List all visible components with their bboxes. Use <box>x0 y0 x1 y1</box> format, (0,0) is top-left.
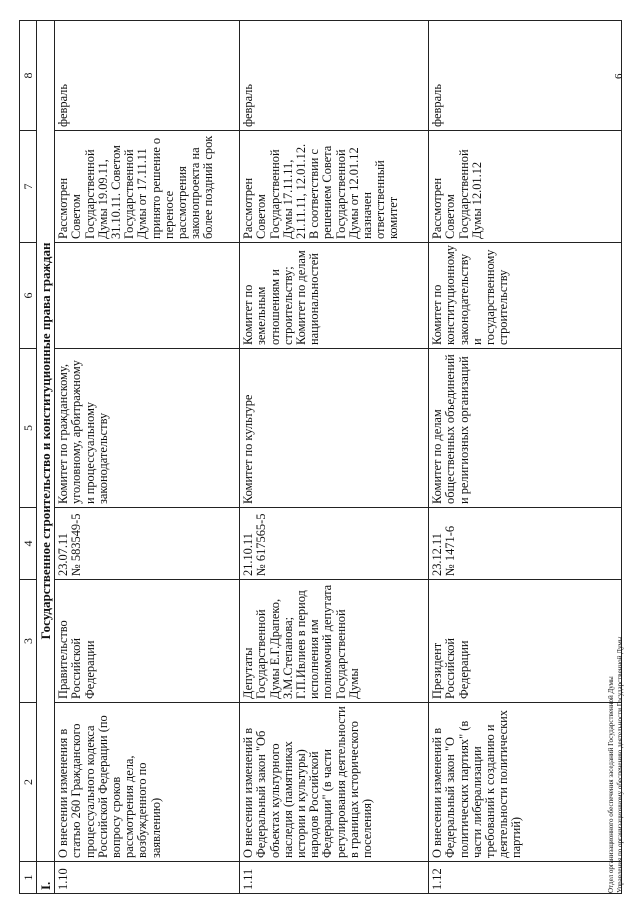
bill-author: Правительство Российской Федерации <box>55 580 240 703</box>
column-number: 1 <box>20 862 37 894</box>
planned-period: февраль <box>240 21 429 131</box>
column-number: 8 <box>20 21 37 131</box>
column-number: 3 <box>20 580 37 703</box>
bill-title: О внесении изменений в Федеральный закон "Об объектах культурного наследия (памятниках истории и культуры) народов Российской Федерации" (в части регулирования деятельности в границах исторического поселения) <box>240 703 429 862</box>
bill-status: Рассмотрен Советом Государственной Думы 19.09.11, 31.10.11. Советом Государственной Думы от 17.11.11 принято решение о переносе рассмотрения законопроекта на более поздний срок <box>55 131 240 243</box>
bill-date-number: 21.10.11 № 617565-5 <box>240 508 429 580</box>
column-number: 5 <box>20 349 37 508</box>
table-row <box>429 21 622 894</box>
responsible-committee: Комитет по культуре <box>240 349 429 508</box>
section-header-row <box>37 21 55 894</box>
column-number: 4 <box>20 508 37 580</box>
co-executor-committee <box>55 243 240 349</box>
column-number-row <box>20 21 37 894</box>
footer-directorate: Управления по организационному обеспечению деятельности Государственной Думы <box>616 636 624 893</box>
table-row <box>240 21 429 894</box>
column-number: 2 <box>20 703 37 862</box>
bills-table <box>19 20 622 894</box>
column-number: 7 <box>20 131 37 243</box>
bill-date-number: 23.07.11 № 583549-5 <box>55 508 240 580</box>
co-executor-committee: Комитет по конституционному законодательству и государственному строительству <box>429 243 622 349</box>
responsible-committee: Комитет по гражданскому, уголовному, арбитражному и процессуальному законодательству <box>55 349 240 508</box>
bill-title: О внесении изменений в Федеральный закон "О политических партиях" (в части либерализации требований к созданию и деятельности политических партий) <box>429 703 622 862</box>
row-number: 1.10 <box>55 862 240 894</box>
row-number: 1.12 <box>429 862 622 894</box>
footer-department: Отдел организационного обеспечения заседаний Государственной Думы <box>607 676 615 893</box>
bill-author: Президент Российской Федерации <box>429 580 622 703</box>
bill-status: Рассмотрен Советом Государственной Думы 12.01.12 <box>429 131 622 243</box>
section-title: Государственное строительство и конституционные права граждан <box>37 21 55 862</box>
bill-status: Рассмотрен Советом Государственной Думы 17.11.11, 21.11.11, 12.01.12. В соответствии с решением Совета Государственной Думы от 12.01.12 назначен ответственный комитет <box>240 131 429 243</box>
table-row <box>55 21 240 894</box>
planned-period: февраль <box>55 21 240 131</box>
column-number: 6 <box>20 243 37 349</box>
bill-title: О внесении изменения в статью 260 Гражданского процессуального кодекса Российской Федерации (по вопросу сроков рассмотрения дела, возбужденного по заявлению) <box>55 703 240 862</box>
responsible-committee: Комитет по делам общественных объединений и религиозных организаций <box>429 349 622 508</box>
co-executor-committee: Комитет по земельным отношениям и строительству; Комитет по делам национальностей <box>240 243 429 349</box>
section-number: I. <box>37 862 55 894</box>
bill-date-number: 23.12.11 № 1471-6 <box>429 508 622 580</box>
planned-period: февраль <box>429 21 622 131</box>
page-number: 6 <box>613 73 625 79</box>
footer <box>607 193 625 893</box>
bill-author: Депутаты Государственной Думы Е.Г.Драпеко, З.М.Степанова; Г.П.Ивлиев в период исполнения им полномочий депутата Государственной Думы <box>240 580 429 703</box>
row-number: 1.11 <box>240 862 429 894</box>
